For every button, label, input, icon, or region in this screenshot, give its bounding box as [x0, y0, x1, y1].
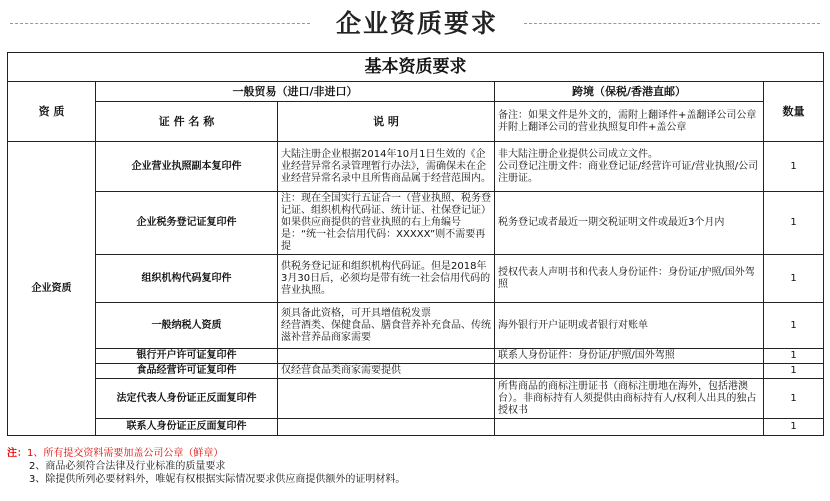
quantity-value: 1 — [764, 192, 824, 255]
cert-name: 组织机构代码复印件 — [96, 255, 278, 303]
notes-section — [7, 447, 823, 486]
header-general-trade: 一般贸易（进口/非进口） — [96, 82, 495, 102]
cert-explanation: 仅经营食品类商家需要提供 — [278, 364, 495, 379]
cert-name: 企业税务登记证复印件 — [96, 192, 278, 255]
cert-explanation: 大陆注册企业根据2014年10月1日生效的《企业经营异常名录管理暂行办法》，需确保未在企业经营异常名录中且所售商品属于经营范围内。 — [278, 142, 495, 192]
table-caption: 基本资质要求 — [8, 53, 824, 82]
title-divider-left — [10, 23, 310, 24]
cert-name: 银行开户许可证复印件 — [96, 349, 278, 364]
header-quantity: 数量 — [764, 82, 824, 142]
page-header — [0, 0, 830, 46]
cross-border-requirement: 海外银行开户证明或者银行对账单 — [495, 303, 764, 349]
requirements-table — [7, 52, 824, 436]
cross-border-requirement: 联系人身份证件：身份证/护照/国外驾照 — [495, 349, 764, 364]
quantity-value: 1 — [764, 255, 824, 303]
quantity-value: 1 — [764, 349, 824, 364]
cross-border-requirement — [495, 364, 764, 379]
cert-explanation — [278, 379, 495, 419]
quantity-value: 1 — [764, 303, 824, 349]
quantity-value: 1 — [764, 142, 824, 192]
cross-border-requirement: 所售商品的商标注册证书（商标注册地在海外，包括港澳台）。非商标持有人须提供由商标持有人/权利人出具的独占授权书 — [495, 379, 764, 419]
cert-name: 联系人身份证正反面复印件 — [96, 419, 278, 436]
header-qualification: 资 质 — [8, 82, 96, 142]
table-row — [8, 349, 824, 364]
cert-explanation — [278, 419, 495, 436]
cert-name: 企业营业执照副本复印件 — [96, 142, 278, 192]
cert-explanation — [278, 349, 495, 364]
cross-border-requirement — [495, 419, 764, 436]
cross-border-requirement: 授权代表人声明书和代表人身份证件：身份证/护照/国外驾照 — [495, 255, 764, 303]
note-3: 3、除提供所列必要材料外，唯妮有权根据实际情况要求供应商提供额外的证明材料。 — [29, 474, 406, 485]
notes-label: 注： — [7, 448, 27, 459]
cross-border-requirement: 税务登记或者最近一期交税证明文件或最近3个月内 — [495, 192, 764, 255]
cross-border-requirement: 非大陆注册企业提供公司成立文件。 公司登记注册文件：商业登记证/经营许可证/营业执照/公司注册证。 — [495, 142, 764, 192]
title-divider-right — [524, 23, 820, 24]
quantity-value: 1 — [764, 419, 824, 436]
header-explanation: 说 明 — [278, 102, 495, 142]
quantity-value: 1 — [764, 364, 824, 379]
page-title: 企业资质要求 — [335, 9, 498, 38]
cert-explanation: 须具备此资格，可开具增值税发票 经营酒类、保健食品、膳食营养补充食品、传统滋补营养品商家需要 — [278, 303, 495, 349]
header-cert-name: 证 件 名 称 — [96, 102, 278, 142]
cross-border-note: 备注：如果文件是外文的，需附上翻译件+盖翻译公司公章并附上翻译公司的营业执照复印件+盖公章 — [495, 102, 764, 142]
note-1: 1、所有提交资料需要加盖公司公章（鲜章） — [27, 448, 224, 459]
table-row — [8, 142, 824, 192]
note-2: 2、商品必须符合法律及行业标准的质量要求 — [29, 461, 226, 472]
cert-name: 法定代表人身份证正反面复印件 — [96, 379, 278, 419]
table-row — [8, 379, 824, 419]
table-row — [8, 364, 824, 379]
group-label: 企业资质 — [8, 142, 96, 436]
cert-name: 食品经营许可证复印件 — [96, 364, 278, 379]
cert-name: 一般纳税人资质 — [96, 303, 278, 349]
quantity-value: 1 — [764, 379, 824, 419]
header-cross-border: 跨境（保税/香港直邮） — [495, 82, 764, 102]
table-row — [8, 303, 824, 349]
table-row — [8, 192, 824, 255]
cert-explanation: 供税务登记证和组织机构代码证。但是2018年3月30日后，必须均是带有统一社会信用代码的营业执照。 — [278, 255, 495, 303]
table-row — [8, 419, 824, 436]
cert-explanation: 注：现在全国实行五证合一（营业执照、税务登记证、组织机构代码证、统计证、社保登记证）如果供应商提供的营业执照的右上角编号是：“统一社会信用代码：XXXXX”则不需要再提 — [278, 192, 495, 255]
table-row — [8, 255, 824, 303]
